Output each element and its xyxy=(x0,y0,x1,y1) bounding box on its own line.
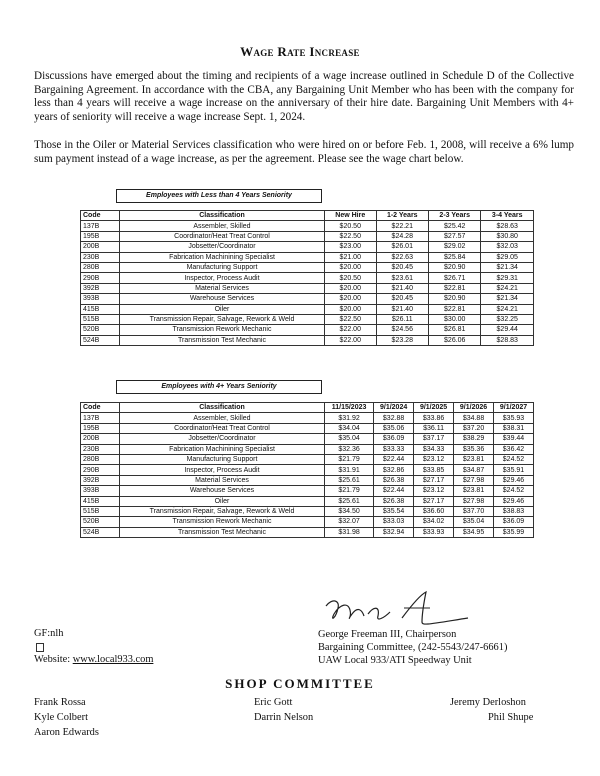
rate-cell: $33.93 xyxy=(414,527,454,537)
code-cell: 515B xyxy=(81,506,120,516)
rate-cell: $20.90 xyxy=(429,294,481,304)
table-row xyxy=(81,423,534,433)
committee-member: Darrin Nelson xyxy=(254,712,314,723)
rate-cell: $33.33 xyxy=(374,444,414,454)
rate-cell: $35.99 xyxy=(494,527,534,537)
rate-cell: $38.83 xyxy=(494,506,534,516)
rate-cell: $31.92 xyxy=(325,413,374,423)
rate-cell: $20.90 xyxy=(429,262,481,272)
rate-cell: $21.34 xyxy=(481,262,534,272)
table-row xyxy=(81,465,534,475)
code-cell: 524B xyxy=(81,527,120,537)
code-cell: 280B xyxy=(81,262,120,272)
code-cell: 393B xyxy=(81,294,120,304)
rate-cell: $37.20 xyxy=(454,423,494,433)
rate-cell: $34.02 xyxy=(414,517,454,527)
rate-cell: $33.03 xyxy=(374,517,414,527)
code-cell: 195B xyxy=(81,231,120,241)
column-header: 11/15/2023 xyxy=(325,403,374,413)
code-cell: 137B xyxy=(81,221,120,231)
column-header: New Hire xyxy=(325,211,377,221)
committee-member: Frank Rossa xyxy=(34,697,86,708)
rate-cell: $33.86 xyxy=(414,413,454,423)
table-row xyxy=(81,486,534,496)
column-header: 9/1/2025 xyxy=(414,403,454,413)
rate-cell: $38.31 xyxy=(494,423,534,433)
table-row xyxy=(81,221,534,231)
initials: GF:nlh xyxy=(34,628,64,639)
rate-cell: $35.54 xyxy=(374,506,414,516)
classification-cell: Inspector, Process Audit xyxy=(120,465,325,475)
rate-cell: $39.44 xyxy=(494,434,534,444)
rate-cell: $22.44 xyxy=(374,486,414,496)
column-header: Classification xyxy=(120,211,325,221)
column-header: 9/1/2026 xyxy=(454,403,494,413)
column-header: Classification xyxy=(120,403,325,413)
table-row xyxy=(81,252,534,262)
classification-cell: Jobsetter/Coordinator xyxy=(120,242,325,252)
table-row xyxy=(81,262,534,272)
rate-cell: $36.11 xyxy=(414,423,454,433)
rate-cell: $32.86 xyxy=(374,465,414,475)
table-row xyxy=(81,325,534,335)
table-row xyxy=(81,496,534,506)
rate-cell: $31.98 xyxy=(325,527,374,537)
classification-cell: Transmission Rework Mechanic xyxy=(120,325,325,335)
rate-cell: $23.00 xyxy=(325,242,377,252)
rate-cell: $23.81 xyxy=(454,454,494,464)
code-cell: 415B xyxy=(81,496,120,506)
classification-cell: Transmission Repair, Salvage, Rework & Weld xyxy=(120,314,325,324)
rate-cell: $24.28 xyxy=(376,231,428,241)
classification-cell: Inspector, Process Audit xyxy=(120,273,325,283)
table-row xyxy=(81,242,534,252)
rate-cell: $20.45 xyxy=(376,262,428,272)
committee-member: Kyle Colbert xyxy=(34,712,88,723)
code-cell: 392B xyxy=(81,283,120,293)
table2-caption: Employees with 4+ Years Seniority xyxy=(116,380,322,394)
rate-cell: $34.50 xyxy=(325,506,374,516)
rate-cell: $33.85 xyxy=(414,465,454,475)
classification-cell: Transmission Test Mechanic xyxy=(120,335,325,345)
table-row xyxy=(81,517,534,527)
rate-cell: $21.34 xyxy=(481,294,534,304)
code-cell: 290B xyxy=(81,465,120,475)
rate-cell: $32.03 xyxy=(481,242,534,252)
rate-cell: $21.40 xyxy=(376,304,428,314)
rate-cell: $21.79 xyxy=(325,454,374,464)
rate-cell: $26.71 xyxy=(429,273,481,283)
code-cell: 230B xyxy=(81,444,120,454)
rate-cell: $27.98 xyxy=(454,475,494,485)
rate-cell: $26.11 xyxy=(376,314,428,324)
rate-cell: $37.17 xyxy=(414,434,454,444)
code-cell: 415B xyxy=(81,304,120,314)
rate-cell: $22.21 xyxy=(376,221,428,231)
rate-cell: $26.38 xyxy=(374,475,414,485)
rate-cell: $29.46 xyxy=(494,475,534,485)
wage-table-under-4-years xyxy=(80,210,534,346)
table1-caption: Employees with Less than 4 Years Seniority xyxy=(116,189,322,203)
column-header: 1-2 Years xyxy=(376,211,428,221)
column-header: 2-3 Years xyxy=(429,211,481,221)
rate-cell: $20.45 xyxy=(376,294,428,304)
rate-cell: $31.91 xyxy=(325,465,374,475)
rate-cell: $34.87 xyxy=(454,465,494,475)
rate-cell: $25.42 xyxy=(429,221,481,231)
classification-cell: Transmission Rework Mechanic xyxy=(120,517,325,527)
rate-cell: $36.42 xyxy=(494,444,534,454)
classification-cell: Warehouse Services xyxy=(120,294,325,304)
rate-cell: $35.04 xyxy=(454,517,494,527)
committee-member: Aaron Edwards xyxy=(34,727,99,738)
rate-cell: $22.50 xyxy=(325,314,377,324)
rate-cell: $27.17 xyxy=(414,475,454,485)
signer-committee: Bargaining Committee, (242-5543/247-6661) xyxy=(318,642,508,653)
rate-cell: $36.09 xyxy=(374,434,414,444)
rate-cell: $34.04 xyxy=(325,423,374,433)
table-row xyxy=(81,413,534,423)
shop-committee-heading: SHOP COMMITTEE xyxy=(225,676,375,691)
code-cell: 195B xyxy=(81,423,120,433)
rate-cell: $34.88 xyxy=(454,413,494,423)
rate-cell: $25.84 xyxy=(429,252,481,262)
rate-cell: $20.00 xyxy=(325,304,377,314)
rate-cell: $20.00 xyxy=(325,294,377,304)
table-header-row xyxy=(81,403,534,413)
rate-cell: $32.07 xyxy=(325,517,374,527)
rate-cell: $29.46 xyxy=(494,496,534,506)
rate-cell: $22.00 xyxy=(325,335,377,345)
classification-cell: Transmission Test Mechanic xyxy=(120,527,325,537)
rate-cell: $22.44 xyxy=(374,454,414,464)
classification-cell: Manufacturing Support xyxy=(120,262,325,272)
code-cell: 393B xyxy=(81,486,120,496)
column-header: 9/1/2024 xyxy=(374,403,414,413)
rate-cell: $30.80 xyxy=(481,231,534,241)
rate-cell: $20.50 xyxy=(325,273,377,283)
rate-cell: $22.81 xyxy=(429,304,481,314)
wage-table-4-plus-years xyxy=(80,402,534,538)
table-row xyxy=(81,304,534,314)
rate-cell: $37.70 xyxy=(454,506,494,516)
committee-member: Phil Shupe xyxy=(488,712,534,723)
rate-cell: $23.28 xyxy=(376,335,428,345)
code-cell: 520B xyxy=(81,325,120,335)
rate-cell: $24.52 xyxy=(494,454,534,464)
rate-cell: $25.61 xyxy=(325,475,374,485)
rate-cell: $27.17 xyxy=(414,496,454,506)
rate-cell: $35.36 xyxy=(454,444,494,454)
classification-cell: Oiler xyxy=(120,496,325,506)
rate-cell: $23.61 xyxy=(376,273,428,283)
page-title: Wage Rate Increase xyxy=(240,44,360,59)
rate-cell: $24.52 xyxy=(494,486,534,496)
signature-block xyxy=(318,628,507,667)
classification-cell: Jobsetter/Coordinator xyxy=(120,434,325,444)
rate-cell: $21.79 xyxy=(325,486,374,496)
rate-cell: $38.29 xyxy=(454,434,494,444)
classification-cell: Assembler, Skilled xyxy=(120,413,325,423)
code-cell: 280B xyxy=(81,454,120,464)
rate-cell: $32.94 xyxy=(374,527,414,537)
rate-cell: $20.00 xyxy=(325,283,377,293)
rate-cell: $35.93 xyxy=(494,413,534,423)
rate-cell: $27.57 xyxy=(429,231,481,241)
code-cell: 200B xyxy=(81,434,120,444)
rate-cell: $20.50 xyxy=(325,221,377,231)
code-cell: 137B xyxy=(81,413,120,423)
code-cell: 520B xyxy=(81,517,120,527)
union-bug-icon xyxy=(36,643,44,652)
rate-cell: $29.02 xyxy=(429,242,481,252)
table-row xyxy=(81,444,534,454)
table-row xyxy=(81,335,534,345)
classification-cell: Oiler xyxy=(120,304,325,314)
signer-union: UAW Local 933/ATI Speedway Unit xyxy=(318,655,472,666)
rate-cell: $35.06 xyxy=(374,423,414,433)
rate-cell: $32.25 xyxy=(481,314,534,324)
table-row xyxy=(81,231,534,241)
rate-cell: $32.88 xyxy=(374,413,414,423)
classification-cell: Warehouse Services xyxy=(120,486,325,496)
table-row xyxy=(81,273,534,283)
classification-cell: Fabrication Machinining Specialist xyxy=(120,444,325,454)
rate-cell: $22.00 xyxy=(325,325,377,335)
website-link[interactable]: www.local933.com xyxy=(72,654,154,665)
rate-cell: $25.61 xyxy=(325,496,374,506)
rate-cell: $29.44 xyxy=(481,325,534,335)
classification-cell: Material Services xyxy=(120,283,325,293)
rate-cell: $36.60 xyxy=(414,506,454,516)
classification-cell: Manufacturing Support xyxy=(120,454,325,464)
column-header: 3-4 Years xyxy=(481,211,534,221)
rate-cell: $24.56 xyxy=(376,325,428,335)
rate-cell: $26.06 xyxy=(429,335,481,345)
rate-cell: $34.33 xyxy=(414,444,454,454)
rate-cell: $21.40 xyxy=(376,283,428,293)
chairperson-signature xyxy=(318,588,478,632)
table-row xyxy=(81,475,534,485)
classification-cell: Assembler, Skilled xyxy=(120,221,325,231)
column-header: Code xyxy=(81,211,120,221)
rate-cell: $35.91 xyxy=(494,465,534,475)
rate-cell: $23.81 xyxy=(454,486,494,496)
table-header-row xyxy=(81,211,534,221)
rate-cell: $22.50 xyxy=(325,231,377,241)
table-row xyxy=(81,283,534,293)
column-header: Code xyxy=(81,403,120,413)
website-line xyxy=(34,654,153,665)
rate-cell: $26.01 xyxy=(376,242,428,252)
classification-cell: Fabrication Machinining Specialist xyxy=(120,252,325,262)
rate-cell: $30.00 xyxy=(429,314,481,324)
rate-cell: $26.38 xyxy=(374,496,414,506)
code-cell: 230B xyxy=(81,252,120,262)
rate-cell: $28.83 xyxy=(481,335,534,345)
rate-cell: $27.98 xyxy=(454,496,494,506)
intro-paragraph: Discussions have emerged about the timing and recipients of a wage increase outlined in Schedule D of the Collective Bargaining Agreement. In accordance with the CBA, any Bargaining Unit Member who has been with the company for less than 4 years will receive a wage increase on the anniversary of their hire date. Bargaining Unit Members with 4+ years of seniority will receive a wage increase Sept. 1, 2024. xyxy=(34,70,574,123)
code-cell: 290B xyxy=(81,273,120,283)
rate-cell: $24.21 xyxy=(481,304,534,314)
lump-sum-paragraph: Those in the Oiler or Material Services classification who were hired on or before Feb. 1, 2008, will receive a 6% lump sum payment instead of a wage increase, as per the agreement. Please see the wage chart below. xyxy=(34,139,574,165)
table-row xyxy=(81,527,534,537)
code-cell: 200B xyxy=(81,242,120,252)
classification-cell: Transmission Repair, Salvage, Rework & Weld xyxy=(120,506,325,516)
table-row xyxy=(81,454,534,464)
code-cell: 524B xyxy=(81,335,120,345)
rate-cell: $22.63 xyxy=(376,252,428,262)
website-label: Website: xyxy=(34,654,73,665)
rate-cell: $20.00 xyxy=(325,262,377,272)
rate-cell: $23.12 xyxy=(414,454,454,464)
rate-cell: $29.31 xyxy=(481,273,534,283)
column-header: 9/1/2027 xyxy=(494,403,534,413)
classification-cell: Coordinator/Heat Treat Control xyxy=(120,423,325,433)
rate-cell: $28.63 xyxy=(481,221,534,231)
table-row xyxy=(81,294,534,304)
rate-cell: $29.05 xyxy=(481,252,534,262)
committee-member: Eric Gott xyxy=(254,697,293,708)
rate-cell: $22.81 xyxy=(429,283,481,293)
rate-cell: $24.21 xyxy=(481,283,534,293)
rate-cell: $34.95 xyxy=(454,527,494,537)
table-row xyxy=(81,506,534,516)
rate-cell: $36.09 xyxy=(494,517,534,527)
rate-cell: $32.36 xyxy=(325,444,374,454)
table-row xyxy=(81,314,534,324)
rate-cell: $23.12 xyxy=(414,486,454,496)
committee-member: Jeremy Derloshon xyxy=(450,697,526,708)
code-cell: 515B xyxy=(81,314,120,324)
signer-name: George Freeman III, Chairperson xyxy=(318,629,457,640)
code-cell: 392B xyxy=(81,475,120,485)
classification-cell: Material Services xyxy=(120,475,325,485)
rate-cell: $26.81 xyxy=(429,325,481,335)
table-row xyxy=(81,434,534,444)
rate-cell: $35.04 xyxy=(325,434,374,444)
classification-cell: Coordinator/Heat Treat Control xyxy=(120,231,325,241)
rate-cell: $21.00 xyxy=(325,252,377,262)
